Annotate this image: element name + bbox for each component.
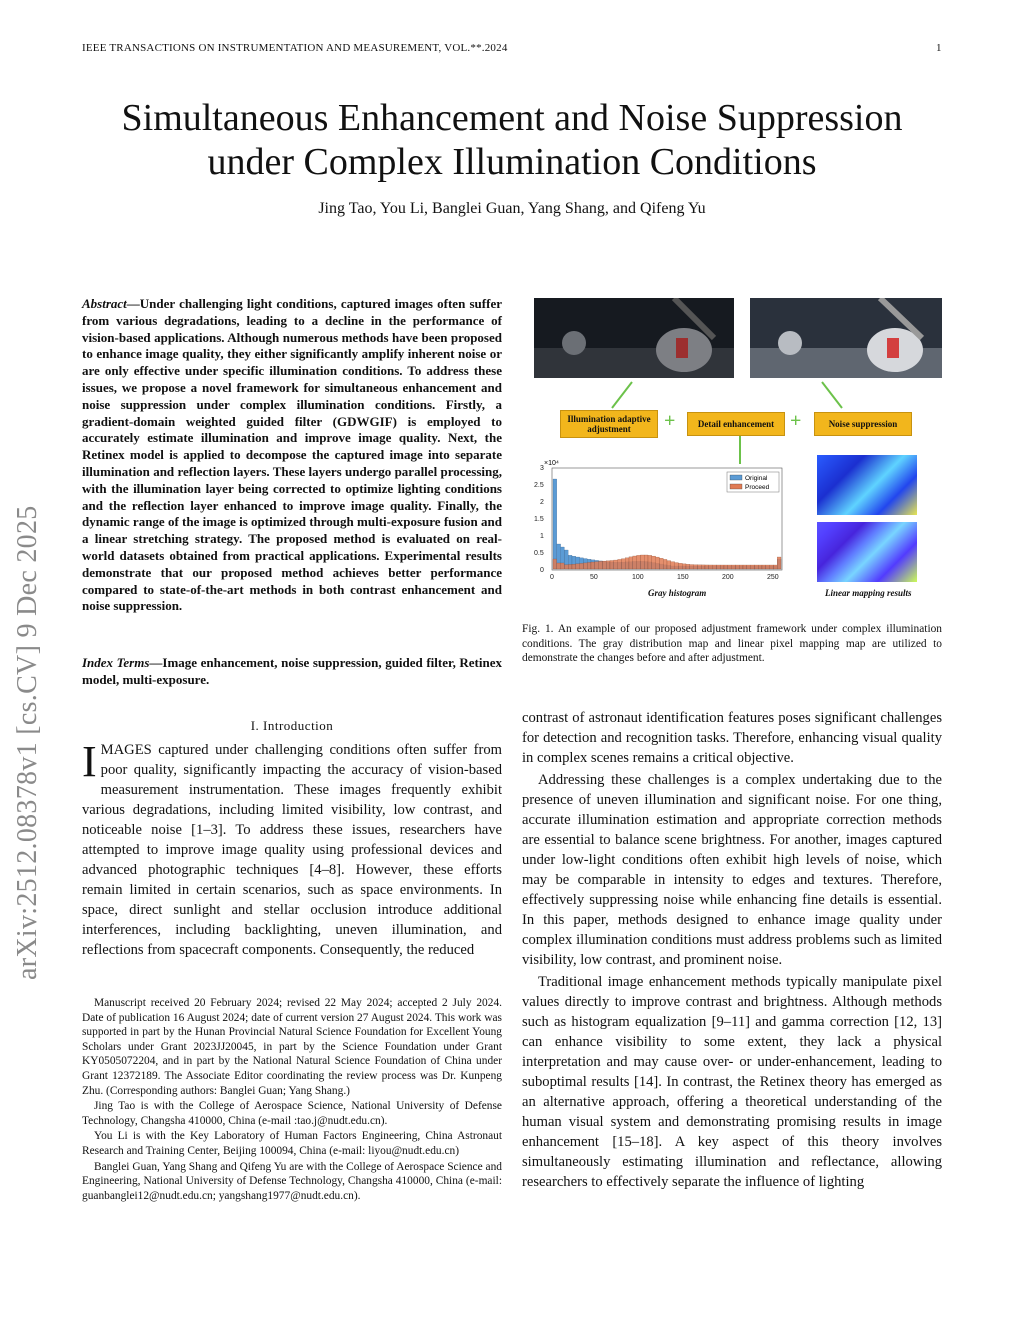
histogram-bar-proceed (652, 556, 656, 569)
histogram-bar-proceed (561, 563, 565, 569)
index-terms (82, 655, 502, 689)
histogram-bar-proceed (587, 562, 591, 569)
abstract-text: —Under challenging light conditions, captured images often suffer from various degradations, leading to a decline in the performance of vision-based applications. Although numerous methods have been proposed to enhance image quality, they either significantly amplify inherent noise or are only effective under specific illumination conditions. To address these issues, we propose a novel framework for simultaneous enhancement and noise suppression under complex illumination conditions. Firstly, a gradient-domain weighted guided filter (GDWGIF) is employed to accurately estimate illumination and improve image quality. Next, the Retinex model is applied to decompose the captured image into separate illumination and reflection layers. These layers undergo parallel processing, with the illumination layer being corrected to optimize lighting conditions and the reflection layer enhanced to improve image quality. Finally, the dynamic range of the image is optimized through multi-exposure fusion and a linear stretching strategy. The proposed method is evaluated on real-world datasets obtained from practical applications. Experimental results demonstrate that our proposed method achieves better performance compared to state-of-the-art methods in both contrast enhancement and noise suppression. (82, 296, 502, 614)
histogram-bar-proceed (637, 555, 641, 569)
paragraph: Traditional image enhancement methods typically manipulate pixel values directly to improve contrast and brightness. Although methods such as histogram equalization [9–11] and gamma correction [12, 13] can enhance visibility to some extent, they lack a physical interpretation and may cause over- or under-enhancement, leading to suboptimal results [14]. In contrast, the Retinex theory has emerged as an alternative approach, offering a theoretical understanding of the human visual system and demonstrating promising results in image enhancement [15–18]. A key aspect of this theory involves simultaneously estimating illumination and reflectance, allowing researchers to effectively separate the influence of lighting (522, 974, 942, 1190)
intro-first-word: MAGES (100, 742, 152, 758)
histogram-bar-proceed (602, 561, 606, 569)
histogram-bar-proceed (671, 562, 675, 569)
histogram-bar-proceed (557, 563, 561, 569)
abstract (82, 296, 502, 615)
histogram-bar-proceed (686, 564, 690, 569)
histogram-bar-proceed (777, 557, 781, 569)
histogram-bar-proceed (553, 559, 557, 569)
histogram-bar-proceed (716, 565, 720, 569)
histogram-bar-proceed (583, 563, 587, 569)
histogram-bar-proceed (713, 565, 717, 569)
histogram-bar-proceed (735, 565, 739, 569)
footnote-manuscript: Manuscript received 20 February 2024; revised 22 May 2024; accepted 2 July 2024. Date of publication 16 August 2024; date of current version 27 August 2024. This work was supported in part by the Hunan Provincial Natural Science Foundation for Excellent Young Scholars under Grant 2023JJ20045, in part by the Science Foundation under Grant KY0505072204, and in part by the National Natural Science Foundation of China under Grant 12372189. The Associate Editor coordinating the review process was Dr. Kunpeng Zhu. (Corresponding authors: Banglei Guan; Yang Shang.) (82, 997, 502, 1097)
section-heading-introduction: I. Introduction (250, 718, 334, 733)
histogram-bar-proceed (690, 565, 694, 569)
histogram-bar-proceed (610, 560, 614, 569)
y-tick: 1.5 (534, 516, 544, 523)
histogram-bar-proceed (728, 565, 732, 569)
histogram-bar-proceed (595, 562, 599, 569)
arxiv-stamp: arXiv:2512.08378v1 [cs.CV] 9 Dec 2025 (12, 505, 43, 980)
linear-mapping-original (817, 455, 917, 515)
y-tick: 1 (540, 533, 544, 540)
histogram-bar-proceed (614, 560, 618, 569)
histogram-bar-proceed (697, 565, 701, 569)
paper-title (0, 96, 1024, 184)
label-gray-histogram: Gray histogram (648, 588, 707, 598)
footnotes (82, 996, 502, 1204)
histogram-bar-proceed (724, 565, 728, 569)
legend-original: Original (745, 475, 768, 482)
intro-left-text: captured under challenging conditions often suffer from poor quality, significantly impacting the accuracy of vision-based measurement instrumentation. These images frequently exhibit various degradations, including limited visibility, low contrast, and noticeable noise [1–3]. To address these issues, researchers have attempted to improve image quality using professional devices and advanced photographic techniques [4–8]. However, these efforts remain limited in certain scenarios, such as space environments. In space, direct sunlight and stellar occlusion introduce additional interferences, including backlighting, uneven illumination, and reflections from spacecraft components. Consequently, the reduced (82, 742, 502, 958)
plus-icon: + (664, 410, 676, 432)
histogram-bar-proceed (618, 559, 622, 569)
author-list: Jing Tao, You Li, Banglei Guan, Yang Shang, and Qifeng Yu (318, 200, 706, 217)
histogram-bar-proceed (568, 564, 572, 569)
histogram-bar-proceed (633, 556, 637, 569)
histogram-bar-proceed (747, 565, 751, 569)
intro-left-column (82, 737, 502, 960)
histogram-bar-proceed (758, 565, 762, 569)
running-header: IEEE TRANSACTIONS ON INSTRUMENTATION AND MEASUREMENT, VOL.**.2024 (82, 42, 508, 54)
histogram-bar-proceed (572, 564, 576, 569)
title-line-2: under Complex Illumination Conditions (207, 141, 817, 183)
plus-icon: + (790, 410, 802, 432)
index-terms-text: —Image enhancement, noise suppression, guided filter, Retinex model, multi-exposure. (82, 655, 502, 687)
histogram-bar-proceed (773, 565, 777, 569)
linear-mapping-proceed (817, 522, 917, 582)
photo-original (534, 298, 734, 378)
histogram-bar-proceed (732, 565, 736, 569)
label-linear-mapping: Linear mapping results (825, 588, 912, 598)
x-tick: 100 (632, 574, 644, 581)
histogram-exponent: ×10⁴ (544, 460, 559, 467)
index-terms-label: Index Terms (82, 655, 150, 670)
histogram-bar-proceed (564, 565, 568, 569)
x-tick: 250 (767, 574, 779, 581)
footnote-jing-tao: Jing Tao is with the College of Aerospace Science, National University of Defense Technology, Changsha 410000, China (e-mail :tao.j@nudt.edu.cn). (82, 1100, 502, 1127)
histogram-bar-proceed (656, 557, 660, 569)
legend-proceed: Proceed (745, 484, 770, 491)
dropcap: I (82, 737, 97, 786)
histogram-bar-proceed (754, 565, 758, 569)
intro-right-column (522, 708, 942, 1192)
y-tick: 2.5 (534, 482, 544, 489)
histogram-bar-original (553, 479, 557, 569)
y-tick: 0 (540, 567, 544, 574)
histogram-bar-proceed (694, 565, 698, 569)
histogram-bar-proceed (682, 564, 686, 569)
histogram-bar-proceed (644, 555, 648, 569)
figure-1-caption: Fig. 1. An example of our proposed adjustment framework under complex illumination conditions. The gray distribution map and linear pixel mapping map are utilized to demonstrate the changes before and after adjustment. (522, 623, 942, 665)
footnote-guan-shang-yu: Banglei Guan, Yang Shang and Qifeng Yu are with the College of Aerospace Science and Engineering, National University of Defense Technology, Changsha 410000, China (e-mail: guanbanglei12@nudt.edu.cn; yangshang1977@nudt.edu.cn). (82, 1160, 502, 1202)
x-tick: 200 (722, 574, 734, 581)
histogram-bar-proceed (770, 565, 774, 569)
histogram-bar-proceed (751, 565, 755, 569)
histogram-bar-proceed (720, 565, 724, 569)
histogram-bar-proceed (648, 555, 652, 569)
page-number: 1 (936, 42, 942, 54)
histogram-bar-proceed (580, 563, 584, 569)
paragraph: contrast of astronaut identification features poses significant challenges for detection and recognition tasks. Therefore, enhancing visual quality in complex scenes remains a critical objective. (522, 710, 942, 766)
histogram-bar-proceed (629, 557, 633, 569)
abstract-label: Abstract (82, 296, 127, 311)
histogram-bar-proceed (762, 565, 766, 569)
histogram-bar-proceed (705, 565, 709, 569)
y-tick: 0.5 (534, 550, 544, 557)
x-tick: 50 (590, 574, 598, 581)
x-tick: 150 (677, 574, 689, 581)
histogram-bar-proceed (709, 565, 713, 569)
x-tick: 0 (550, 574, 554, 581)
y-tick: 2 (540, 499, 544, 506)
y-tick: 3 (540, 465, 544, 472)
histogram-bar-proceed (739, 565, 743, 569)
histogram-bar-proceed (667, 561, 671, 569)
histogram-bar-proceed (599, 561, 603, 569)
histogram-bar-proceed (625, 558, 629, 569)
histogram-bar-proceed (606, 561, 610, 569)
histogram-bar-proceed (576, 564, 580, 569)
histogram-bar-proceed (678, 563, 682, 569)
histogram-bar-proceed (675, 563, 679, 569)
histogram-bar-proceed (743, 565, 747, 569)
footnote-you-li: You Li is with the Key Laboratory of Human Factors Engineering, China Astronaut Research and Training Center, Beijing 100094, China (e-mail: liyou@nudt.edu.cn) (82, 1130, 502, 1157)
title-line-1: Simultaneous Enhancement and Noise Suppression (121, 97, 903, 139)
figure-1 (522, 290, 942, 610)
box-noise-suppression: Noise suppression (814, 412, 912, 436)
paragraph: Addressing these challenges is a complex undertaking due to the presence of uneven illumination and significant noise. For one thing, accurate illumination estimation and appropriate correction methods are essential to balance scene brightness. For another, images captured under low-light conditions often exhibit high levels of noise, which may be comparable in intensity to edges and textures. Therefore, effectively suppressing noise while enhancing fine details is essential. In this paper, methods designed to enhance image quality under complex illumination conditions must address problems such as limited visibility, low contrast, and prominent noise. (522, 772, 942, 968)
histogram-bar-proceed (621, 559, 625, 569)
histogram-bar-proceed (766, 565, 770, 569)
histogram-bar-proceed (591, 562, 595, 569)
box-detail-enhancement: Detail enhancement (687, 412, 785, 436)
histogram-bar-proceed (659, 558, 663, 569)
gray-histogram-chart (522, 458, 797, 583)
astronaut-dark-image (534, 298, 734, 378)
astronaut-enhanced-image (750, 298, 942, 378)
histogram-bar-proceed (663, 559, 667, 569)
histogram-bar-proceed (640, 555, 644, 569)
histogram-bar-proceed (701, 565, 705, 569)
photo-enhanced (750, 298, 942, 378)
box-illumination-adjustment: Illumination adaptive adjustment (560, 410, 658, 438)
